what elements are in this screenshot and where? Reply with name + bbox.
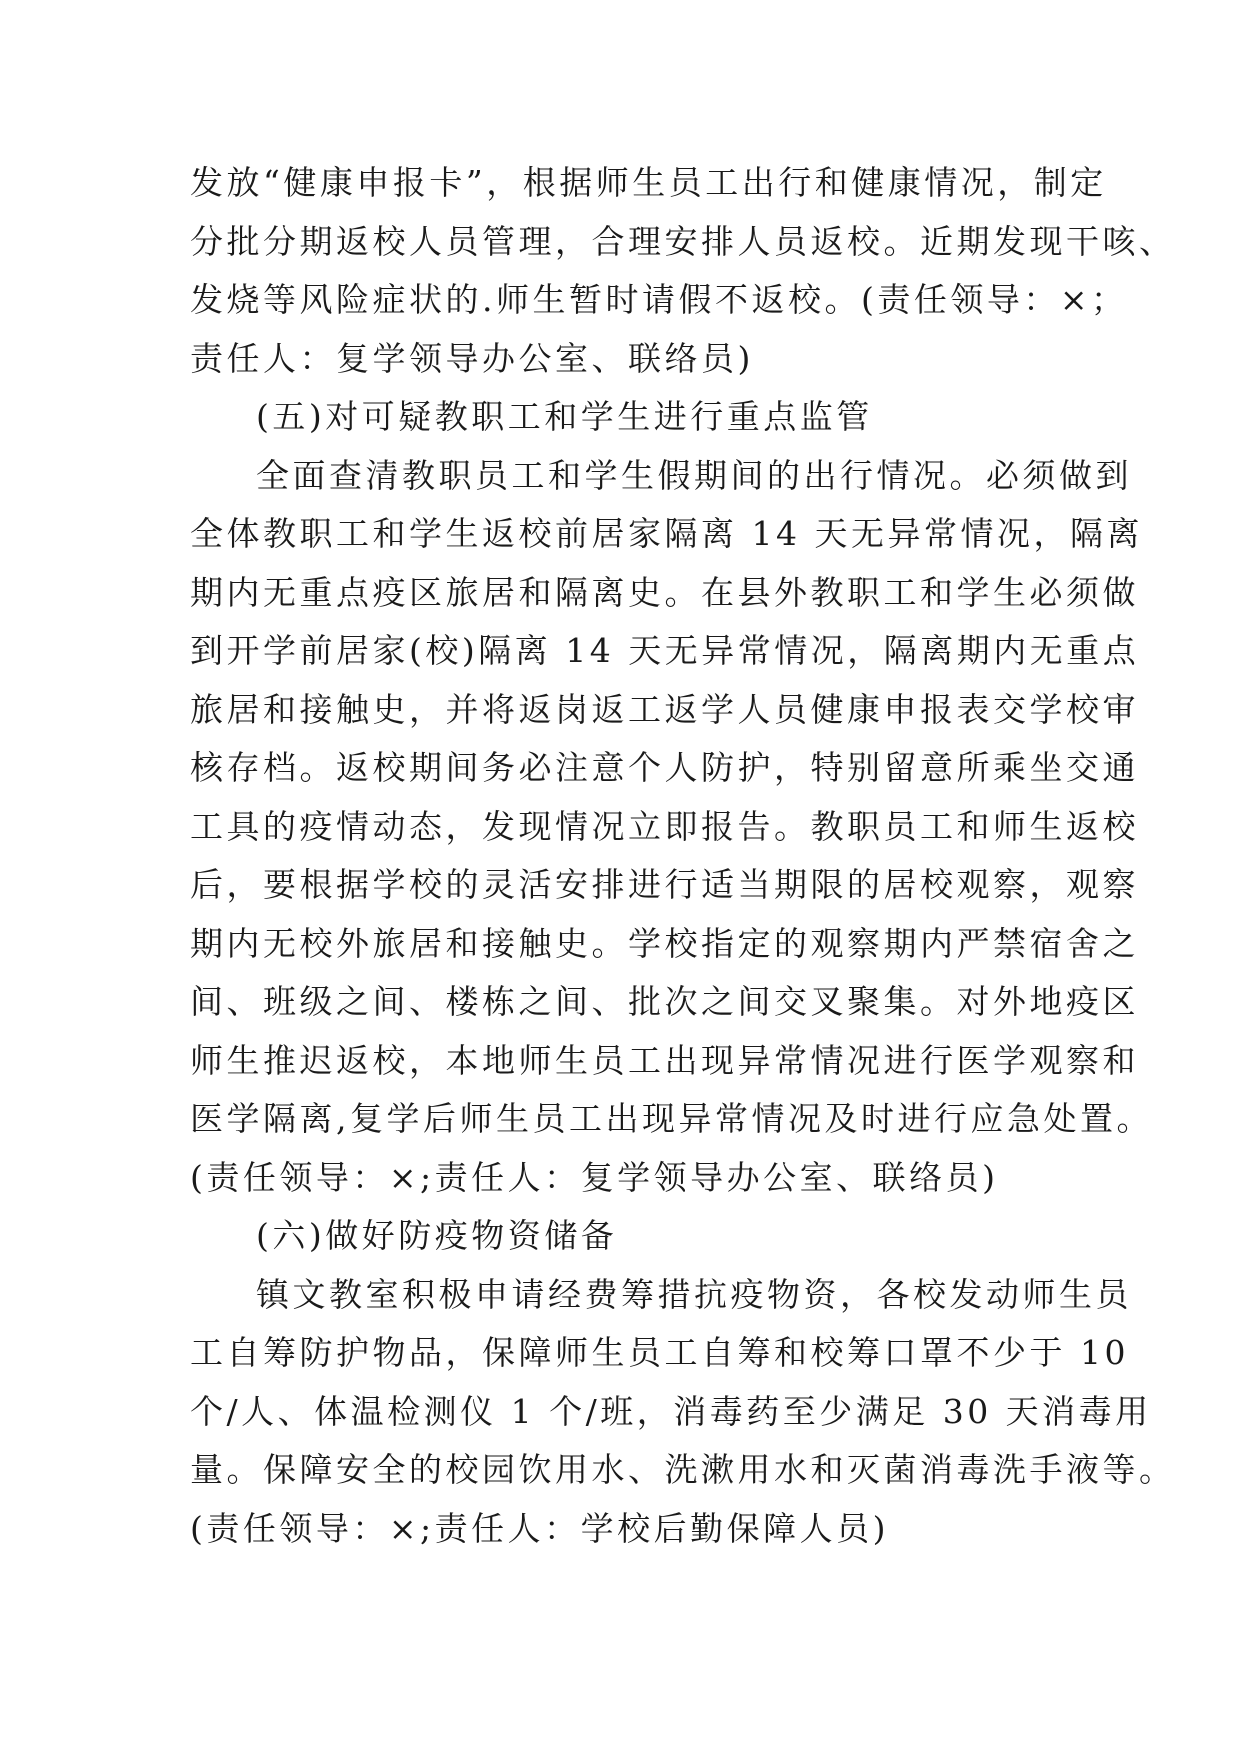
text-line: 到开学前居家(校)隔离 14 天无异常情况，隔离期内无重点 — [190, 631, 1140, 670]
text-line: 工具的疫情动态，发现情况立即报告。教职员工和师生返校 — [190, 806, 1139, 846]
paragraph-start-line: 镇文教室积极申请经费筹措抗疫物资，各校发动师生员 — [256, 1274, 1132, 1314]
text-line: 全体教职工和学生返校前居家隔离 14 天无异常情况，隔离 — [190, 514, 1143, 553]
text-line: 医学隔离,复学后师生员工出现异常情况及时进行应急处置。 — [190, 1099, 1153, 1138]
text-line: 发放“健康申报卡”，根据师生员工出行和健康情况，制定 — [190, 163, 1107, 202]
text-line: (责任领导：×;责任人：学校后勤保障人员) — [190, 1508, 890, 1548]
text-line: 工自筹防护物品，保障师生员工自筹和校筹口罩不少于 10 — [190, 1333, 1129, 1372]
text-line: 个/人、体温检测仪 1 个/班，消毒药至少满足 30 天消毒用 — [190, 1391, 1152, 1431]
text-line: 期内无重点疫区旅居和隔离史。在县外教职工和学生必须做 — [190, 572, 1139, 612]
paragraph-start-line: 全面查清教职员工和学生假期间的出行情况。必须做到 — [256, 455, 1132, 495]
text-line: 期内无校外旅居和接触史。学校指定的观察期内严禁宿舍之 — [190, 923, 1139, 963]
text-line: 量。保障安全的校园饮用水、洗漱用水和灭菌消毒洗手液等。 — [190, 1450, 1176, 1489]
paragraph-start-line: (五)对可疑教职工和学生进行重点监管 — [256, 397, 873, 436]
text-line: 核存档。返校期间务必注意个人防护，特别留意所乘坐交通 — [190, 748, 1139, 787]
text-line: 间、班级之间、楼栋之间、批次之间交叉聚集。对外地疫区 — [190, 982, 1139, 1021]
text-line: 分批分期返校人员管理，合理安排人员返校。近期发现干咳、 — [190, 221, 1176, 261]
paragraph-start-line: (六)做好防疫物资储备 — [256, 1216, 618, 1255]
text-line: 旅居和接触史，并将返岗返工返学人员健康申报表交学校审 — [190, 689, 1139, 729]
text-line: 发烧等风险症状的.师生暂时请假不返校。(责任领导：×； — [190, 280, 1128, 319]
text-line: 师生推迟返校，本地师生员工出现异常情况进行医学观察和 — [190, 1040, 1139, 1080]
text-line: (责任领导：×;责任人：复学领导办公室、联络员) — [190, 1157, 999, 1197]
document-body — [190, 154, 1176, 1558]
text-line: 后，要根据学校的灵活安排进行适当期限的居校观察，观察 — [190, 865, 1139, 904]
text-line: 责任人：复学领导办公室、联络员) — [190, 338, 754, 378]
